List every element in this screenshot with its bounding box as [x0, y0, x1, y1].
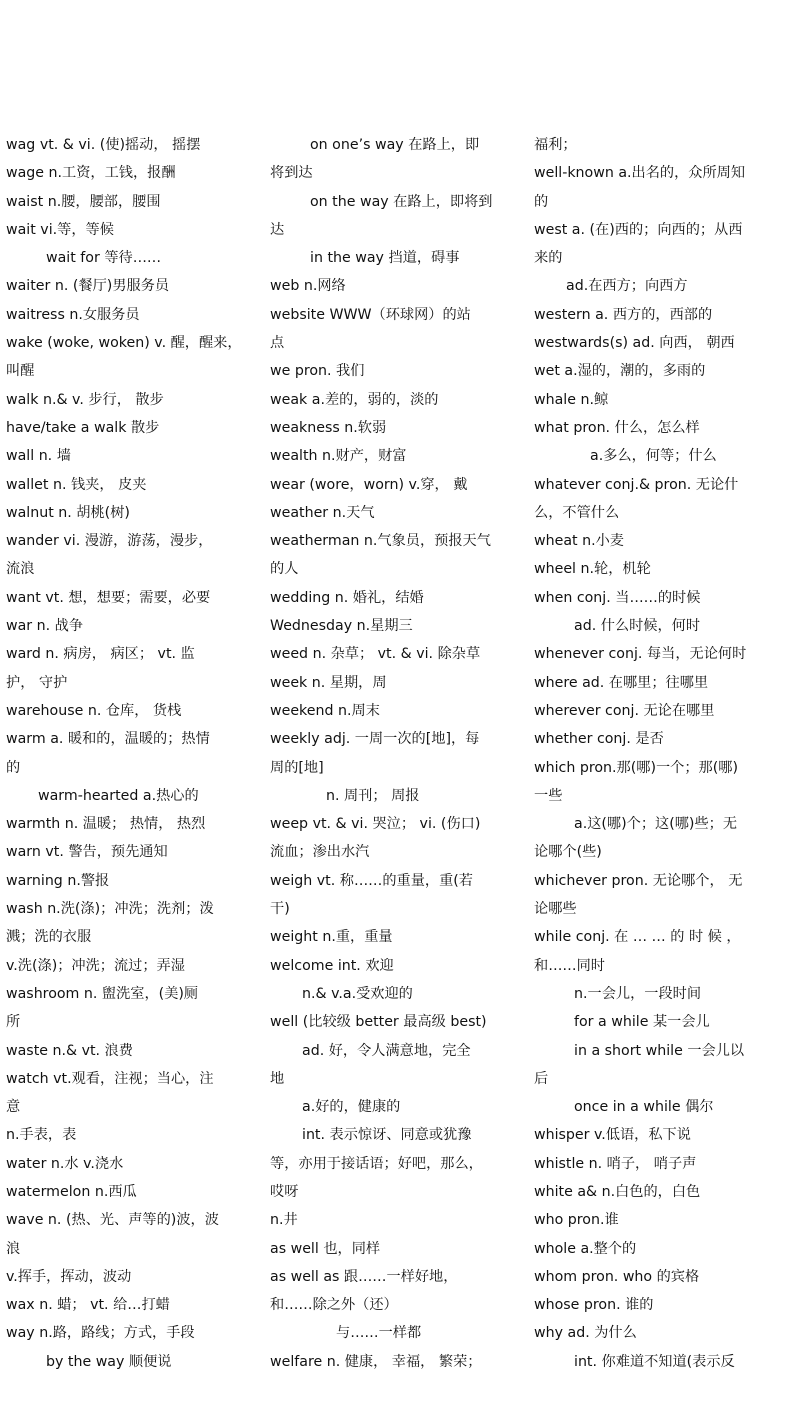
entry-line: walk n.& v. 步行， 散步: [6, 391, 164, 408]
entry-line: 福利；: [534, 137, 577, 153]
entry-line: whichever pron. 无论哪个， 无: [534, 872, 743, 889]
entry-line: weekly adj. 一周一次的[地]，每: [270, 731, 480, 748]
entry-line: warm a. 暖和的，温暖的；热情: [6, 731, 210, 748]
right-column: [534, 131, 762, 1376]
entry-line: watermelon n.西瓜: [6, 1183, 137, 1200]
entry-line: in a short while 一会儿以: [574, 1042, 745, 1059]
entry-line: by the way 顺便说: [46, 1353, 172, 1370]
entry-line: 后: [534, 1070, 549, 1087]
entry-line: while conj. 在 … … 的 时 候 ，: [534, 929, 741, 946]
entry-line: warn vt. 警告，预先通知: [6, 844, 168, 861]
entry-line: wherever conj. 无论在哪里: [534, 702, 715, 719]
entry-line: war n. 战争: [6, 618, 84, 635]
entry-line: western a. 西方的，西部的: [534, 306, 713, 323]
entry-line: wear (wore，worn) v.穿， 戴: [270, 476, 468, 493]
entry-line: waiter n. (餐厅)男服务员: [6, 278, 170, 295]
entry-line: 论哪个(些): [534, 844, 602, 861]
entry-line: v.洗(涤)；冲洗；流过；弄湿: [6, 957, 185, 974]
entry-line: ad. 好，令人满意地，完全: [302, 1042, 471, 1059]
entry-line: 叫醒: [6, 363, 35, 380]
entry-line: 么，不管什么: [534, 504, 620, 521]
entry-line: 护， 守护: [6, 674, 68, 691]
entry-line: well (比较级 better 最高级 best): [270, 1014, 487, 1031]
entry-line: weekend n.周末: [270, 702, 380, 719]
entry-line: westwards(s) ad. 向西， 朝西: [534, 335, 735, 352]
entry-line: 和……除之外（还）: [270, 1297, 398, 1314]
entry-line: website WWW（环球网）的站: [270, 306, 471, 323]
entry-line: west a. (在)西的；向西的；从西: [534, 221, 743, 238]
entry-line: 论哪些: [534, 901, 577, 918]
entry-line: week n. 星期，周: [270, 674, 387, 691]
entry-line: int. 你难道不知道(表示反: [574, 1353, 735, 1370]
entry-line: warning n.警报: [6, 872, 110, 889]
entry-line: warmth n. 温暖； 热情， 热烈: [6, 816, 206, 833]
entry-line: wet a.湿的，潮的，多雨的: [534, 363, 706, 380]
entry-line: wax n. 蜡； vt. 给…打蜡: [6, 1297, 170, 1314]
entry-line: 达: [270, 221, 285, 238]
entry-line: whom pron. who 的宾格: [534, 1268, 700, 1285]
entry-line: v.挥手，挥动，波动: [6, 1268, 132, 1285]
entry-line: way n.路，路线；方式，手段: [6, 1325, 195, 1342]
entry-line: weight n.重，重量: [270, 929, 393, 946]
entry-line: n.井: [270, 1212, 298, 1229]
entry-line: weather n.天气: [270, 504, 375, 521]
entry-line: when conj. 当……的时候: [534, 589, 701, 606]
entry-line: 来的: [534, 250, 563, 267]
entry-line: whistle n. 哨子， 哨子声: [534, 1155, 697, 1172]
entry-line: a.多么，何等；什么: [590, 448, 717, 465]
entry-line: 点: [270, 335, 285, 352]
entry-line: whisper v.低语，私下说: [534, 1127, 691, 1144]
entry-line: 将到达: [270, 165, 313, 182]
entry-line: wealth n.财产，财富: [270, 448, 407, 465]
entry-line: white a& n.白色的，白色: [534, 1183, 701, 1200]
entry-line: why ad. 为什么: [534, 1325, 637, 1342]
entry-line: on the way 在路上，即将到: [310, 193, 493, 210]
entry-line: have/take a walk 散步: [6, 419, 160, 436]
entry-line: 溅；洗的衣服: [6, 929, 92, 946]
entry-line: 流血；渗出水汽: [270, 844, 370, 861]
entry-line: for a while 某一会儿: [574, 1014, 710, 1031]
entry-line: which pron.那(哪)一个；那(哪): [534, 759, 739, 776]
left-column: [6, 131, 240, 1376]
entry-line: wallet n. 钱夹， 皮夹: [6, 476, 147, 493]
entry-line: as well 也，同样: [270, 1240, 381, 1257]
entry-line: want vt. 想，想要；需要，必要: [6, 589, 211, 606]
entry-line: n.一会儿，一段时间: [574, 985, 702, 1002]
entry-line: wedding n. 婚礼，结婚: [270, 589, 424, 606]
entry-line: 哎呀: [270, 1183, 299, 1200]
entry-line: once in a while 偶尔: [574, 1099, 714, 1116]
entry-line: wage n.工资，工钱，报酬: [6, 165, 176, 182]
entry-line: waste n.& vt. 浪费: [6, 1042, 133, 1059]
entry-line: wash n.洗(涤)；冲洗；洗剂；泼: [6, 901, 214, 918]
entry-line: web n.网络: [270, 278, 346, 295]
entry-line: 浪: [6, 1240, 21, 1257]
entry-line: whale n.鲸: [534, 391, 609, 408]
entry-line: wake (woke, woken) v. 醒，醒来，: [6, 335, 242, 352]
entry-line: 意: [6, 1099, 21, 1116]
entry-line: 和……同时: [534, 957, 605, 974]
entry-line: int. 表示惊讶、同意或犹豫: [302, 1127, 472, 1144]
entry-line: on one’s way 在路上，即: [310, 137, 480, 153]
entry-line: as well as 跟……一样好地，: [270, 1268, 458, 1285]
entry-line: wag vt. & vi. (使)摇动， 摇摆: [6, 137, 201, 153]
entry-line: 干): [270, 901, 290, 918]
middle-column: [270, 131, 499, 1376]
entry-line: whose pron. 谁的: [534, 1297, 654, 1314]
entry-line: 一些: [534, 787, 563, 804]
entry-line: n.& v.a.受欢迎的: [302, 985, 413, 1002]
entry-line: n.手表，表: [6, 1127, 77, 1144]
entry-line: a.好的，健康的: [302, 1099, 401, 1116]
entry-line: ward n. 病房， 病区； vt. 监: [6, 646, 195, 663]
entry-line: 与……一样都: [336, 1325, 422, 1342]
entry-line: warehouse n. 仓库， 货栈: [6, 702, 182, 719]
entry-line: what pron. 什么，怎么样: [534, 419, 700, 436]
entry-line: whether conj. 是否: [534, 731, 664, 748]
entry-line: water n.水 v.浇水: [6, 1155, 124, 1172]
entry-line: 地: [270, 1070, 285, 1087]
entry-line: waist n.腰，腰部，腰围: [6, 193, 161, 210]
entry-line: weatherman n.气象员，预报天气: [270, 533, 491, 550]
entry-line: wheat n.小麦: [534, 533, 624, 550]
entry-line: wheel n.轮，机轮: [534, 561, 651, 578]
entry-line: 的人: [270, 561, 299, 578]
entry-line: n. 周刊； 周报: [326, 787, 420, 804]
entry-line: whenever conj. 每当，无论何时: [534, 646, 747, 663]
entry-line: wait vi.等，等候: [6, 221, 114, 238]
entry-line: walnut n. 胡桃(树): [6, 504, 130, 521]
entry-line: a.这(哪)个；这(哪)些；无: [574, 816, 738, 833]
entry-line: ad. 什么时候，何时: [574, 618, 701, 635]
entry-line: 的: [534, 193, 549, 210]
entry-line: Wednesday n.星期三: [270, 618, 413, 635]
entry-line: whole a.整个的: [534, 1240, 637, 1257]
entry-line: 的: [6, 759, 21, 776]
entry-line: we pron. 我们: [270, 363, 365, 380]
entry-line: well-known a.出名的，众所周知: [534, 165, 746, 182]
entry-line: 流浪: [6, 561, 35, 578]
entry-line: wait for 等待……: [46, 250, 162, 267]
entry-line: weed n. 杂草； vt. & vi. 除杂草: [270, 646, 481, 663]
entry-line: warm-hearted a.热心的: [38, 787, 199, 804]
entry-line: washroom n. 盥洗室，(美)厕: [6, 985, 199, 1002]
entry-line: weep vt. & vi. 哭泣； vi. (伤口): [270, 816, 481, 833]
entry-line: whatever conj.& pron. 无论什: [534, 476, 739, 493]
entry-line: wall n. 墙: [6, 448, 71, 465]
entry-line: welcome int. 欢迎: [270, 957, 394, 974]
entry-line: wander vi. 漫游，游荡，漫步，: [6, 533, 213, 550]
entry-line: in the way 挡道，碍事: [310, 250, 460, 267]
entry-line: weakness n.软弱: [270, 419, 387, 436]
entry-line: welfare n. 健康， 幸福， 繁荣；: [270, 1353, 482, 1370]
entry-line: 周的[地]: [270, 759, 324, 776]
entry-line: who pron.谁: [534, 1212, 619, 1229]
entry-line: ad.在西方；向西方: [566, 278, 688, 295]
entry-line: wave n. (热、光、声等的)波，波: [6, 1212, 219, 1229]
entry-line: 等，亦用于接话语；好吧，那么，: [270, 1155, 483, 1172]
entry-line: 所: [6, 1014, 21, 1031]
entry-line: where ad. 在哪里；往哪里: [534, 674, 709, 691]
entry-line: weigh vt. 称……的重量，重(若: [270, 872, 473, 889]
entry-line: weak a.差的，弱的，淡的: [270, 391, 439, 408]
entry-line: waitress n.女服务员: [6, 306, 140, 323]
entry-line: watch vt.观看，注视；当心，注: [6, 1070, 214, 1087]
